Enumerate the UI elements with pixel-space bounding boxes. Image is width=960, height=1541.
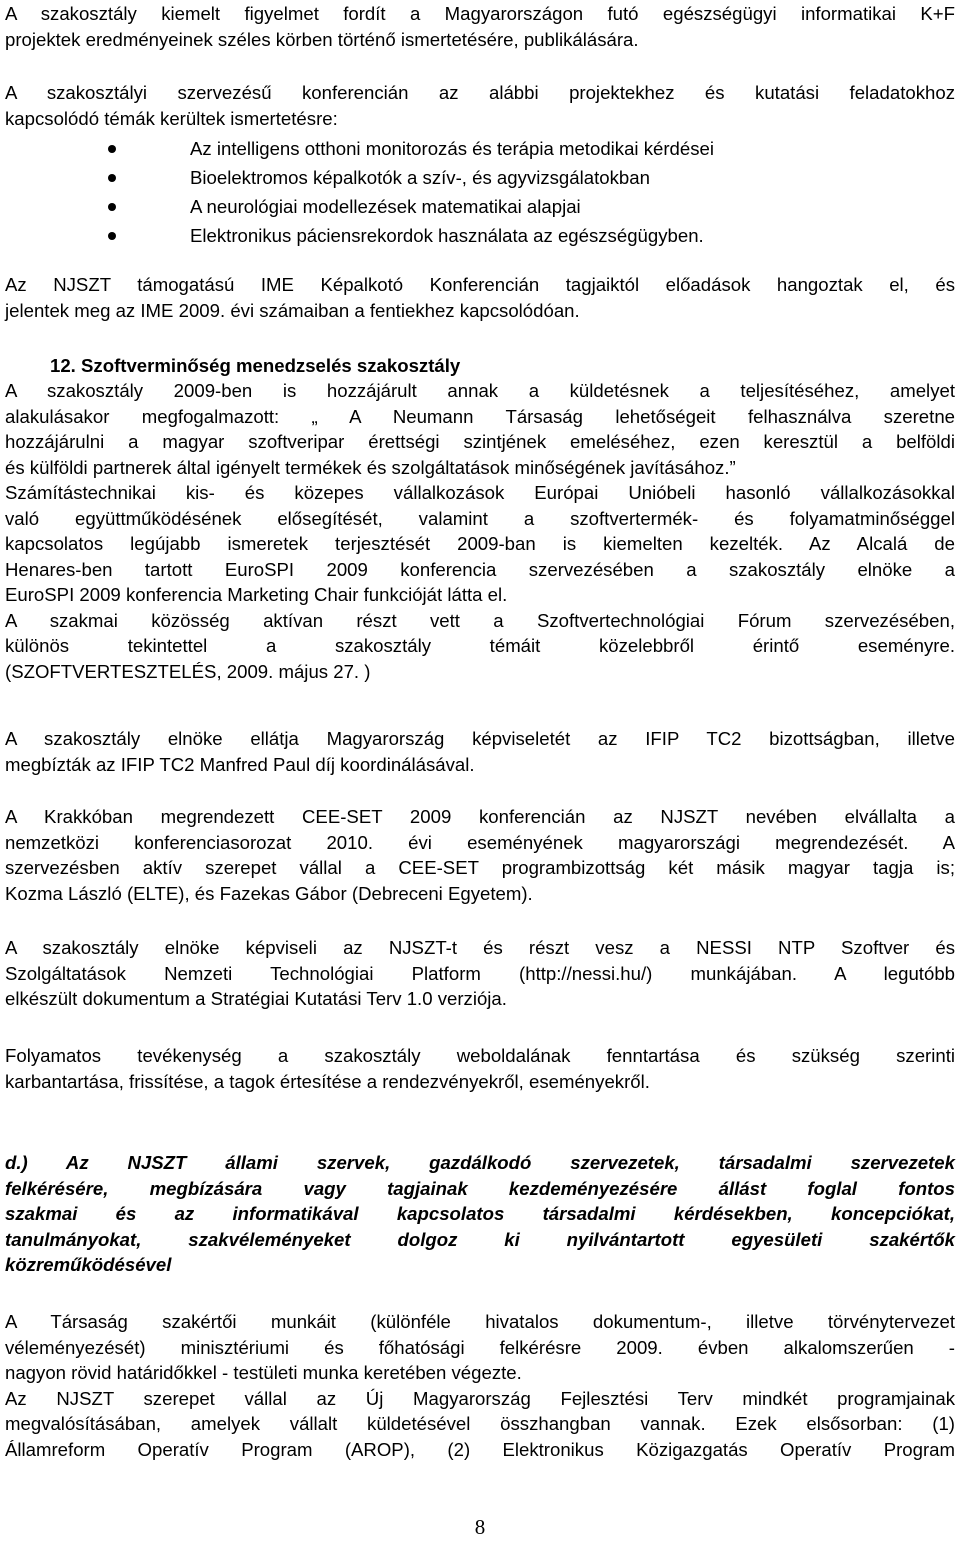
list-item: Bioelektromos képalkotók a szív-, és agyvizsgálatokban xyxy=(0,163,960,192)
section-d-heading: d.) Az NJSZT állami szervek, gazdálkodó szervezetek, társadalmi szervezetek felkérésére, megbízására vagy tagjainak kezdeményezésére állást foglal fontos szakmai és az informatikával kapcsolatos társadalmi kérdésekben, koncepciókat, tanulmányokat, szakvéleményeket dolgoz ki nyilvántartott egyesületi szakértők közreműködésével xyxy=(5,1152,955,1275)
paragraph-topics-intro: A szakosztályi szervezésű konferencián az alábbi projektekhez és kutatási feladatokhoz kapcsolódó témák kerültek ismertetésre: xyxy=(5,82,955,129)
paragraph-ime-conference: Az NJSZT támogatású IME Képalkotó Konferencián tagjaiktól előadások hangoztak el, és jelentek meg az IME 2009. évi számaiban a fentiekhez kapcsolódóan. xyxy=(5,274,955,321)
list-item: A neurológiai modellezések matematikai alapjai xyxy=(0,192,960,221)
list-item: Elektronikus páciensrekordok használata az egészségügyben. xyxy=(0,221,960,250)
bullet-icon xyxy=(108,174,116,182)
list-item: Az intelligens otthoni monitorozás és terápia metodikai kérdései xyxy=(0,134,960,163)
topics-bullet-list xyxy=(0,134,960,250)
paragraph-cee-set: A Krakkóban megrendezett CEE-SET 2009 konferencián az NJSZT nevében elvállalta a nemzetközi konferenciasorozat 2010. évi eseményének magyarországi megrendezését. A szervezésben aktív szerepet vállal a CEE-SET programbizottság két másik magyar tagja is; Kozma László (ELTE), és Fazekas Gábor (Debreceni Egyetem). xyxy=(5,806,955,904)
section-heading: 12. Szoftverminőség menedzselés szakosztály xyxy=(50,355,461,376)
paragraph-nessi: A szakosztály elnöke képviseli az NJSZT-t és részt vesz a NESSI NTP Szoftver és Szolgáltatások Nemzeti Technológiai Platform (http://nessi.hu/) munkájában. A legutóbb elkészült dokumentum a Stratégiai Kutatási Terv 1.0 verziója. xyxy=(5,937,955,1009)
paragraph-section-body: A szakosztály 2009-ben is hozzájárult annak a küldetésnek a teljesítéséhez, amelyet alakulásakor megfogalmazott: „ A Neumann Társaság lehetőségeit felhasználva szeretne hozzájárulni a magyar szoftveripar érettségi szintjének emeléséhez, ezen keresztül a belföldi és külföldi partnerek által igényelt termékek és szolgáltatások minőségének javításához.” Számítástechnikai kis- és közepes vállalkozások Európai Unióbeli hasonló vállalkozásokkal való együttműködésének elősegítését, valamint a szoftvertermék- és folyamatminőséggel kapcsolatos legújabb ismeretek terjesztését 2009-ban is kiemelten kezelték. Az Alcalá de Henares-ben tartott EuroSPI 2009 konferencia szervezésében a szakosztály elnöke a EuroSPI 2009 konferencia Marketing Chair funkcióját látta el. A szakmai közösség aktívan részt vett a Szoftvertechnológiai Fórum szervezésében, különös tekintettel a szakosztály témáit közelebbről érintő eseményre. (SZOFTVERTESZTELÉS, 2009. május 27. ) xyxy=(5,380,955,682)
page-number: 8 xyxy=(474,1515,486,1539)
paragraph-expert-work: A Társaság szakértői munkáit (különféle hivatalos dokumentum-, illetve törvénytervezet véleményezését) minisztériumi és főhatósági felkérésre 2009. évben alkalomszerűen - nagyon rövid határidőkkel - testületi munka keretében végezte. Az NJSZT szerepet vállal az Új Magyarország Fejlesztési Terv mindkét programjainak megvalósításában, amelyek vállalt küldetésével összhangban vannak. Ezek elsősorban: (1) Államreform Operatív Program (AROP), (2) Elektronikus Közigazgatás Operatív Program xyxy=(5,1311,955,1460)
paragraph-website: Folyamatos tevékenység a szakosztály weboldalának fenntartása és szükség szerinti karbantartása, frissítése, a tagok értesítése a rendezvényekről, eseményekről. xyxy=(5,1045,955,1092)
bullet-icon xyxy=(108,203,116,211)
bullet-icon xyxy=(108,145,116,153)
paragraph-ifip: A szakosztály elnöke ellátja Magyarország képviseletét az IFIP TC2 bizottságban, illetve megbízták az IFIP TC2 Manfred Paul díj koordinálásával. xyxy=(5,728,955,775)
bullet-icon xyxy=(108,232,116,240)
paragraph-intro: A szakosztály kiemelt figyelmet fordít a Magyarországon futó egészségügyi informatikai K+F projektek eredményeinek széles körben történő ismertetésére, publikálására. xyxy=(5,3,955,50)
